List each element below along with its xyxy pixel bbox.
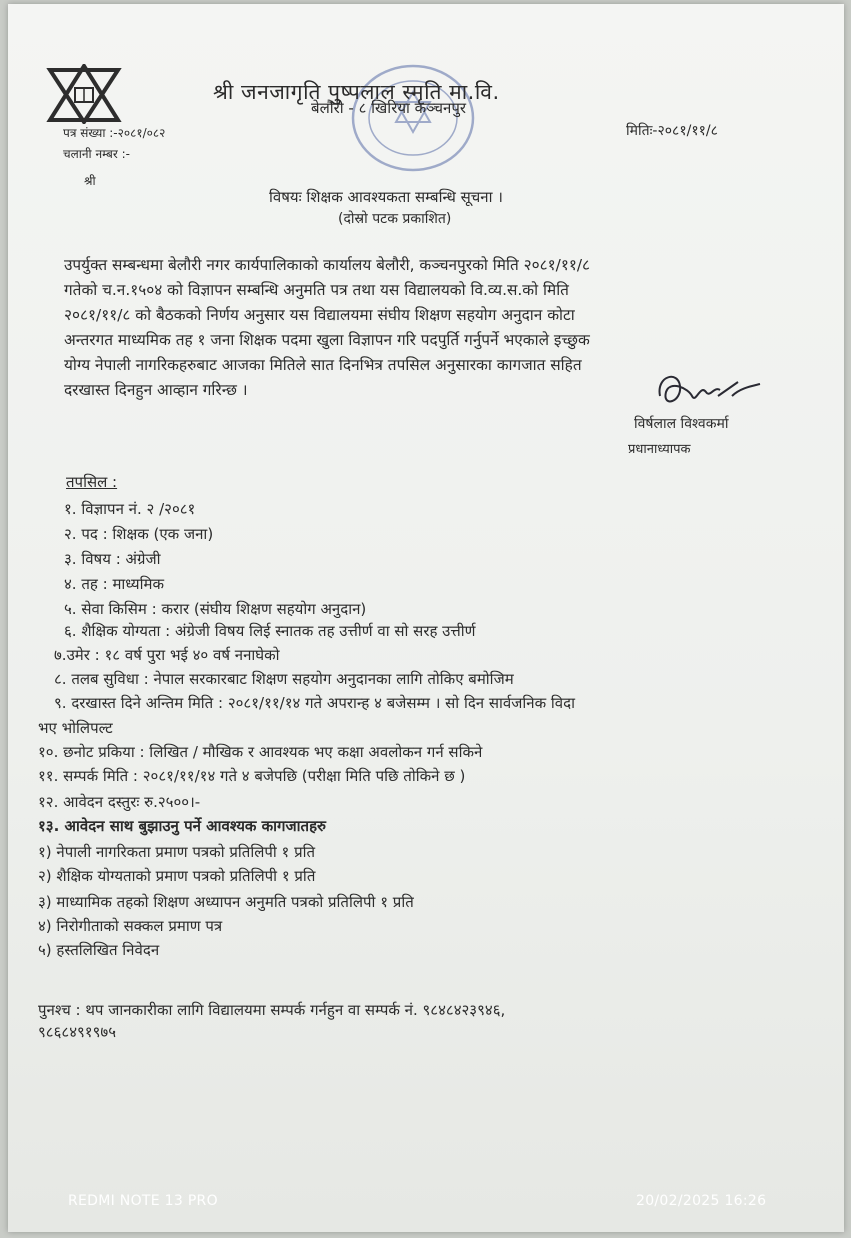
- addressee: श्री: [84, 174, 96, 188]
- details-heading: तपसिल :: [66, 473, 118, 491]
- signature-icon: [648, 366, 768, 416]
- camera-timestamp-watermark: 20/02/2025 16:26: [636, 1193, 767, 1209]
- document-item: ३) माध्यामिक तहको शिक्षण अध्यापन अनुमति पत्रको प्रतिलिपी १ प्रति: [38, 893, 414, 911]
- subject-subline: (दोस्रो पटक प्रकाशित): [338, 211, 452, 227]
- list-item: १. विज्ञापन नं. २ /२०८१: [64, 500, 196, 518]
- subject-line: विषयः शिक्षक आवश्यकता सम्बन्धि सूचना ।: [269, 188, 503, 206]
- list-item: ११. सम्पर्क मिति : २०८१/११/१४ गते ४ बजेपछि (परीक्षा मिति पछि तोकिने छ ): [38, 767, 466, 785]
- camera-device-watermark: REDMI NOTE 13 PRO: [68, 1193, 218, 1209]
- school-emblem-icon: [44, 64, 124, 124]
- list-item: २. पद : शिक्षक (एक जना): [64, 525, 214, 543]
- dispatch-number: चलानी नम्बर :-: [63, 147, 130, 161]
- list-item: १२. आवेदन दस्तुरः रु.२५००।-: [38, 793, 201, 811]
- school-address: बेलौरी - ८ खिरिया कञ्चनपुर: [311, 99, 467, 117]
- documents-heading: १३. आवेदन साथ बुझाउनु पर्ने आवश्यक कागजातहरु: [38, 817, 326, 835]
- list-item: १०. छनोट प्रकिया : लिखित / मौखिक र आवश्यक भए कक्षा अवलोकन गर्न सकिने: [38, 743, 483, 761]
- signatory-title: प्रधानाध्यापक: [628, 442, 691, 457]
- postscript-line-1: पुनश्च : थप जानकारीका लागि विद्यालयमा सम्पर्क गर्नहुन वा सम्पर्क नं. ९८४८४२३९४६,: [38, 1001, 506, 1019]
- notice-date: मितिः-२०८१/११/८: [626, 123, 718, 139]
- list-item: ७.उमेर : १८ वर्ष पुरा भई ४० वर्ष ननाघेको: [54, 646, 280, 664]
- list-item: ३. विषय : अंग्रेजी: [64, 550, 161, 568]
- list-item: ४. तह : माध्यमिक: [64, 575, 165, 593]
- list-item: ५. सेवा किसिम : करार (संघीय शिक्षण सहयोग अनुदान): [64, 600, 367, 618]
- body-line-1: उपर्युक्त सम्बन्धमा बेलौरी नगर कार्यपालिकाको कार्यालय बेलौरी, कञ्चनपुरको मिति २०८१/११/८: [64, 256, 591, 274]
- body-line-5: योग्य नेपाली नागरिकहरुबाट आजका मितिले सात दिनभित्र तपसिल अनुसारका कागजात सहित: [64, 356, 582, 374]
- list-item: ९. दरखास्त दिने अन्तिम मिति : २०८१/११/१४ गते अपरान्ह ४ बजेसम्म । सो दिन सार्वजनिक विदा: [54, 694, 575, 712]
- list-item: भए भोलिपल्ट: [38, 719, 113, 737]
- document-item: ५) हस्तलिखित निवेदन: [38, 941, 160, 959]
- body-line-3: २०८१/११/८ को बैठकको निर्णय अनुसार यस विद्यालयमा संघीय शिक्षण सहयोग अनुदान कोटा: [64, 306, 575, 324]
- notice-paper: [8, 4, 844, 1232]
- list-item: ८. तलब सुविधा : नेपाल सरकारबाट शिक्षण सहयोग अनुदानका लागि तोकिए बमोजिम: [54, 670, 514, 688]
- signatory-name: विर्षलाल विश्वकर्मा: [634, 416, 729, 432]
- list-item: ६. शैक्षिक योग्यता : अंग्रेजी विषय लिई स्नातक तह उत्तीर्ण वा सो सरह उत्तीर्ण: [64, 622, 476, 640]
- document-item: ४) निरोगीताको सक्कल प्रमाण पत्र: [38, 917, 223, 935]
- document-item: १) नेपाली नागरिकता प्रमाण पत्रको प्रतिलिपी १ प्रति: [38, 843, 316, 861]
- postscript-line-2: ९८६८४९१९७५: [38, 1023, 117, 1041]
- document-item: २) शैक्षिक योग्यताको प्रमाण पत्रको प्रतिलिपी १ प्रति: [38, 867, 316, 885]
- body-line-4: अन्तरगत माध्यमिक तह १ जना शिक्षक पदमा खुला विज्ञापन गरि पदपुर्ति गर्नुपर्ने भएकाले इच्छुक: [64, 331, 590, 349]
- reference-number: पत्र संख्या :-२०८१/०८२: [63, 126, 166, 140]
- body-line-6: दरखास्त दिनहुन आव्हान गरिन्छ ।: [64, 381, 248, 399]
- school-name: श्री जनजागृति पुष्पलाल स्मृति मा.वि.: [213, 80, 500, 104]
- body-line-2: गतेको च.न.१५०४ को विज्ञापन सम्बन्धि अनुमति पत्र तथा यस विद्यालयको वि.व्य.स.को मिति: [64, 281, 569, 299]
